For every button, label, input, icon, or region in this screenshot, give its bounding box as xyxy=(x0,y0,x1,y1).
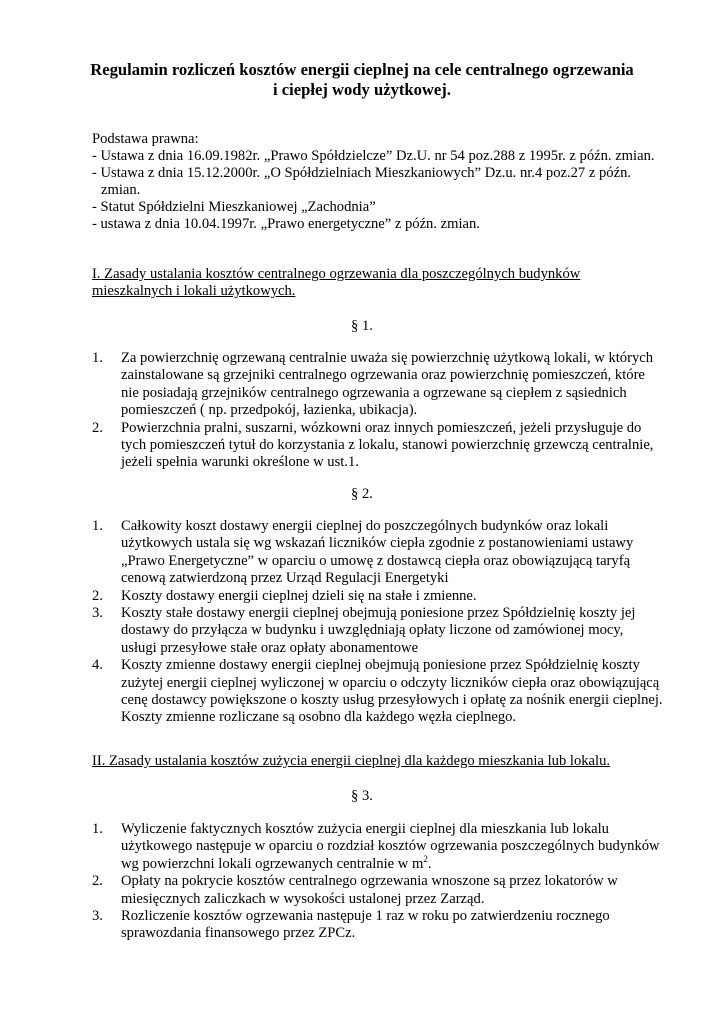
list-item-number: 1. xyxy=(92,350,103,366)
list-item-line: jeżeli spełnia warunki określone w ust.1. xyxy=(121,454,359,471)
list-item-line: Koszty zmienne rozliczane są osobno dla każdego węzła cieplnego. xyxy=(121,709,517,726)
section-1-heading-line: I. Zasady ustalania kosztów centralnego ogrzewania dla poszczególnych budynków xyxy=(92,266,581,282)
list-item-line: „Prawo Energetyczne” w oparciu o umowę z dostawcą ciepła oraz obowiązującą taryfą xyxy=(121,552,631,569)
superscript: 2 xyxy=(423,853,428,864)
list-item xyxy=(92,605,672,657)
list-item-line: tych pomieszczeń tytuł do korzystania z lokalu, stanowi powierzchnię grzewczą centralnie, xyxy=(121,437,654,454)
list-item-line: Całkowity koszt dostawy energii cieplnej do poszczególnych budynków oraz lokali xyxy=(121,518,609,534)
list-item xyxy=(92,908,672,943)
list-item-line: Za powierzchnię ogrzewaną centralnie uważa się powierzchnię użytkową lokali, w których xyxy=(121,350,654,366)
list-item xyxy=(92,821,672,873)
paragraph-2-list xyxy=(92,518,672,727)
list-item-line: sprawozdania finansowego przez ZPCz. xyxy=(121,925,356,942)
list-item-number: 3. xyxy=(92,605,103,622)
list-item-line xyxy=(121,853,672,873)
list-item-line: Wyliczenie faktycznych kosztów zużycia energii cieplnej dla mieszkania lub lokalu xyxy=(121,821,609,837)
list-item-line: użytkowego następuje w oparciu o rozdział kosztów ogrzewania poszczególnych budynków xyxy=(121,838,660,855)
list-item-line: cenową zatwierdzoną przez Urząd Regulacji Energetyki xyxy=(121,570,449,587)
paragraph-1-number: § 1. xyxy=(351,318,373,334)
list-item xyxy=(92,420,672,472)
section-2-heading: II. Zasady ustalania kosztów zużycia energii cieplnej dla każdego mieszkania lub lokalu. xyxy=(92,753,611,769)
legal-basis xyxy=(92,131,655,233)
list-item xyxy=(92,588,672,605)
paragraph-3-number: § 3. xyxy=(351,788,373,804)
title-line-2: i ciepłej wody użytkowej. xyxy=(273,80,451,99)
paragraph-2-number: § 2. xyxy=(351,486,373,502)
list-item-text: wg powierzchni lokali ogrzewanych centralnie w m xyxy=(121,855,424,872)
list-item-line: Koszty stałe dostawy energii cieplnej obejmują poniesione przez Spółdzielnię koszty jej xyxy=(121,605,636,622)
list-item-line: Koszty dostawy energii cieplnej dzieli się na stałe i zmienne. xyxy=(121,587,477,604)
list-item-number: 3. xyxy=(92,908,103,925)
legal-basis-item: - Statut Spółdzielni Mieszkaniowej „Zachodnia” xyxy=(92,199,376,215)
list-item xyxy=(92,657,672,727)
list-item xyxy=(92,518,672,588)
list-item-line: zużytej energii cieplnej wyliczonej w oparciu o odczyty liczników ciepła oraz obowiązującą xyxy=(121,674,660,691)
list-item-number: 1. xyxy=(92,821,103,837)
title-line-1: Regulamin rozliczeń kosztów energii cieplnej na cele centralnego ogrzewania xyxy=(90,60,634,79)
list-item-line: miesięcznych zaliczkach w wysokości ustalonej przez Zarząd. xyxy=(121,890,485,907)
list-item-number: 2. xyxy=(92,873,103,890)
list-item-line: Koszty zmienne dostawy energii cieplnej obejmują poniesione przez Spółdzielnię koszty xyxy=(121,657,640,674)
legal-basis-item: - Ustawa z dnia 15.12.2000r. „O Spółdzielniach Mieszkaniowych” Dz.u. nr.4 poz.27 z późn. xyxy=(92,165,632,181)
list-item-line: Rozliczenie kosztów ogrzewania następuje 1 raz w roku po zatwierdzeniu rocznego xyxy=(121,908,610,925)
list-item-number: 1. xyxy=(92,518,103,534)
list-item-number: 2. xyxy=(92,419,103,436)
list-item-line: nie posiadają grzejników centralnego ogrzewania a ogrzewane są ciepłem z sąsiednich xyxy=(121,384,627,401)
legal-basis-heading: Podstawa prawna: xyxy=(92,131,199,147)
legal-basis-item-continuation: zmian. xyxy=(101,182,141,198)
section-1-heading-line: mieszkalnych i lokali użytkowych. xyxy=(92,283,296,299)
list-item-line: dostawy do przyłącza w budynku i uwzględniają opłaty liczone od zamówionej mocy, xyxy=(121,622,624,639)
list-item-number: 2. xyxy=(92,587,103,604)
list-item xyxy=(92,350,672,420)
list-item xyxy=(92,873,672,908)
list-item-number: 4. xyxy=(92,657,103,674)
list-item-line: użytkowych ustala się wg wskazań liczników ciepła zgodnie z postanowieniami ustawy xyxy=(121,535,634,552)
legal-basis-item: - Ustawa z dnia 16.09.1982r. „Prawo Spółdzielcze” Dz.U. nr 54 poz.288 z 1995r. z późn. zmian. xyxy=(92,148,655,164)
paragraph-1-list xyxy=(92,350,672,472)
paragraph-3-list xyxy=(92,821,672,943)
list-item-line: Opłaty na pokrycie kosztów centralnego ogrzewania wnoszone są przez lokatorów w xyxy=(121,873,618,890)
section-1-heading xyxy=(92,266,580,300)
list-item-line: usługi przesyłowe stałe oraz opłaty abonamentowe xyxy=(121,639,419,656)
list-item-line: cenę dostawcy powiększone o koszty usług przesyłowych i opłatę za nośnik energii cieplnej. xyxy=(121,692,663,709)
document-title xyxy=(60,60,664,100)
list-item-line: pomieszczeń ( np. przedpokój, łazienka, ubikacja). xyxy=(121,402,418,419)
list-item-line: zainstalowane są grzejniki centralnego ogrzewania oraz powierzchnię pomieszczeń, które xyxy=(121,367,645,384)
legal-basis-item: - ustawa z dnia 10.04.1997r. „Prawo energetyczne” z późn. zmian. xyxy=(92,216,480,232)
list-item-text: . xyxy=(427,855,432,872)
list-item-line: Powierzchnia pralni, suszarni, wózkowni oraz innych pomieszczeń, jeżeli przysługuje do xyxy=(121,419,642,436)
